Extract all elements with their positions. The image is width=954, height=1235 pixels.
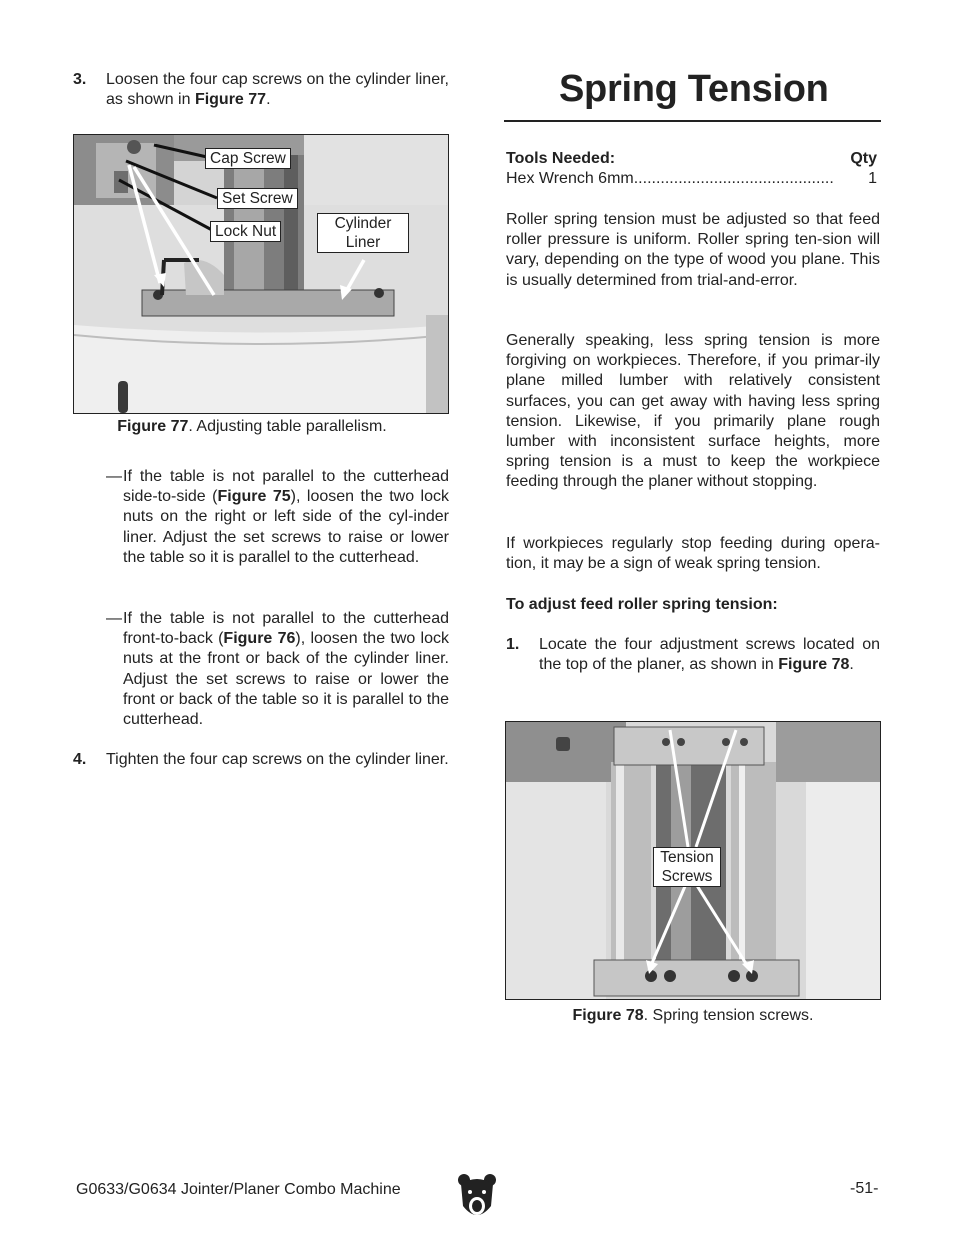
label-lock-nut: Lock Nut	[210, 221, 281, 242]
step-4	[73, 750, 449, 770]
step-number: 4.	[73, 751, 87, 768]
figure-78-caption	[506, 1006, 880, 1026]
figure-reference: Figure 78	[778, 656, 850, 674]
step-text: Tighten the four cap screws on the cylinder liner.	[106, 751, 449, 768]
footer-title: G0633/G0634 Jointer/Planer Combo Machine	[76, 1181, 401, 1198]
procedure-subhead: To adjust feed roller spring tension:	[506, 596, 778, 613]
label-cylinder-liner: Cylinder Liner	[317, 213, 409, 253]
step-number: 3.	[73, 71, 87, 88]
figure-reference: Figure 77	[194, 91, 267, 109]
figure-reference: Figure 75	[217, 488, 291, 506]
page-number: -51-	[850, 1180, 879, 1197]
section-title: Spring Tension	[559, 68, 829, 110]
title-rule	[504, 120, 881, 122]
bullet-side-to-side: — If the table is not parallel to the cutterhead side-to-side (Figure 75), loosen the two lock nuts on the right or left side of the cyl-inder liner. Adjust the set screws to raise or lower the table so it is parallel to the cutterhead.	[106, 468, 450, 566]
bear-head-logo-icon	[457, 1172, 497, 1224]
paragraph-1: Roller spring tension must be adjusted so that feed roller pressure is uniform. Roller spring ten-sion will vary, depending on the type of wood you plane. This is usually determined from trial-and-error.	[506, 211, 880, 289]
figure-78-photo	[505, 721, 881, 1000]
caption-figure-number: Figure 78	[572, 1007, 644, 1024]
tools-item-row: Hex Wrench 6mm............................................. 1	[506, 170, 877, 187]
caption-figure-number: Figure 77	[117, 418, 189, 435]
tools-needed-table	[506, 149, 880, 189]
tools-header: Tools Needed: Qty	[506, 150, 877, 167]
step-text: Loosen the four cap screws on the cylinder liner, as shown in	[106, 71, 449, 109]
step-number: 1.	[506, 636, 520, 653]
figure-77-illustration	[74, 135, 448, 413]
label-tension-screws: Tension Screws	[653, 847, 721, 887]
paragraph-2: Generally speaking, less spring tension is more forgiving on workpieces. Therefore, if you primar-ily plane milled lumber with relatively consistent surfaces, you can get away with having less spring tension. Likewise, if you primarily plane rough lumber with inconsistent surface heights, more spring tension is a must to keep the workpiece feeding through the planer without stopping.	[506, 332, 880, 491]
label-set-screw: Set Screw	[217, 188, 298, 209]
step-3: 3. Loosen the four cap screws on the cylinder liner, as shown in Figure 77.	[73, 71, 449, 109]
caption-text: . Spring tension screws.	[643, 1007, 814, 1024]
paragraph-3: If workpieces regularly stop feeding during opera-tion, it may be a sign of weak spring tension.	[506, 535, 880, 573]
figure-reference: Figure 76	[223, 630, 296, 648]
caption-text: . Adjusting table parallelism.	[188, 418, 387, 435]
step-1: 1. Locate the four adjustment screws located on the top of the planer, as shown in Figure 78.	[506, 636, 880, 674]
label-cap-screw: Cap Screw	[205, 148, 291, 169]
figure-77-photo	[73, 134, 449, 414]
bullet-front-to-back: — If the table is not parallel to the cutterhead front-to-back (Figure 76), loosen the two lock nuts at the front or back of the cylinder liner. Adjust the set screws to raise or lower the front or back of the table so it is parallel to the cutterhead.	[106, 610, 449, 729]
figure-77-caption	[73, 417, 449, 437]
